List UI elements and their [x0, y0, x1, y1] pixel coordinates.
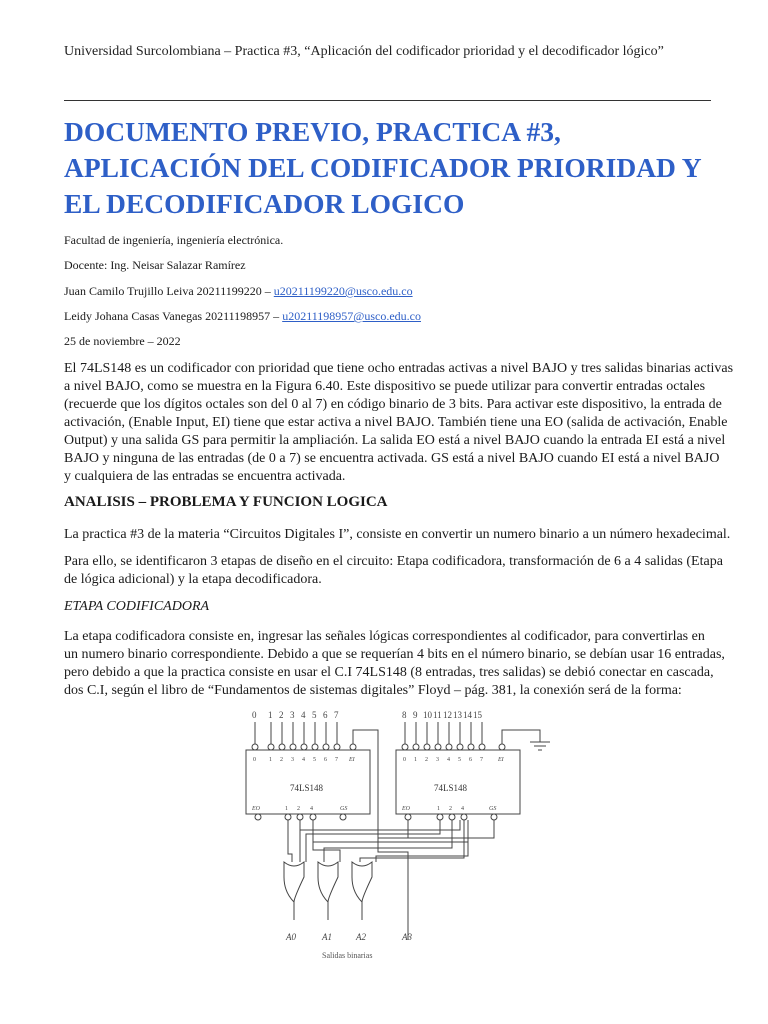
input-label: 4: [301, 710, 306, 720]
section-heading: ANALISIS – PROBLEMA Y FUNCION LOGICA: [64, 494, 388, 510]
pin-label: 2: [297, 806, 300, 812]
pin-label: 1: [437, 806, 440, 812]
pin-label: 4: [461, 806, 464, 812]
or-gate: [284, 862, 304, 902]
text-line: de lógica adicional) y la etapa decodificadora.: [64, 572, 322, 587]
input-label: 9: [413, 710, 418, 720]
pin-label: 6: [324, 757, 327, 763]
text-line: activación, (Enable Input, EI) tiene que estar activa a nivel BAJO. También tiene una EO (salida de activación, Enable: [64, 415, 728, 430]
input-label: 3: [290, 710, 295, 720]
input-label: 14: [463, 710, 472, 720]
author-name: Juan Camilo Trujillo Leiva 20211199220 –: [64, 284, 274, 298]
text-line: La etapa codificadora consiste en, ingresar las señales lógicas correspondientes al codificador, para convertirlas en: [64, 629, 705, 644]
title-line: EL DECODIFICADOR LOGICO: [64, 188, 465, 219]
pin-label: 0: [253, 757, 256, 763]
pin-label: 3: [436, 757, 439, 763]
paragraph: [64, 526, 731, 544]
output-label: A0: [286, 932, 296, 942]
output-label: A1: [322, 932, 332, 942]
pin-label: 1: [414, 757, 417, 763]
text-line: dos C.I, según el libro de “Fundamentos de sistemas digitales” Floyd – pág. 381, la conexión será de la forma:: [64, 683, 682, 698]
text-line: un numero binario correspondiente. Debido a que se requerían 4 bits en el número binario, se debían usar 16 entradas,: [64, 647, 725, 662]
pin-label: 1: [285, 806, 288, 812]
text-line: a nivel BAJO, como se muestra en la Figura 6.40. Este dispositivo se puede utilizar para convertir entradas octales: [64, 379, 706, 394]
input-label: 13: [453, 710, 462, 720]
running-header: Universidad Surcolombiana – Practica #3, “Aplicación del codificador prioridad y el decodificador lógico”: [64, 44, 664, 59]
pin-label: 2: [280, 757, 283, 763]
input-label: 7: [334, 710, 339, 720]
text-line: pero debido a que la practica consiste en usar el C.I 74LS148 (8 entradas, tres salidas) se debió conectar en cascada,: [64, 665, 714, 680]
text-line: (recuerde que los dígitos octales son del 0 al 7) en código binario de 3 bits. Para activar este dispositivo, la entrada de: [64, 397, 722, 412]
pin-label: 2: [449, 806, 452, 812]
author-name: Leidy Johana Casas Vanegas 20211198957 –: [64, 309, 283, 323]
text-line: La practica #3 de la materia “Circuitos Digitales I”, consiste en convertir un numero binario a un número hexadecimal.: [64, 527, 731, 542]
pin-label: 5: [458, 757, 461, 763]
author-line: [64, 284, 413, 299]
pin-label: GS: [340, 806, 348, 812]
pin-label: 7: [480, 757, 483, 763]
pin-label: EI: [349, 757, 355, 763]
input-label: 15: [473, 710, 482, 720]
subsection-heading: ETAPA CODIFICADORA: [64, 599, 210, 614]
pin-label: 7: [335, 757, 338, 763]
or-gate: [352, 862, 372, 902]
header-rule: [64, 100, 711, 101]
output-label: A3: [402, 932, 412, 942]
or-gate: [318, 862, 338, 902]
input-label: 5: [312, 710, 317, 720]
input-label: 12: [443, 710, 452, 720]
input-label: 0: [252, 710, 257, 720]
text-line: y cualquiera de las entradas se encuentra activada.: [64, 469, 346, 484]
encoder-cascade-diagram: [228, 702, 556, 964]
chip-label: 74LS148: [434, 783, 468, 793]
date-line: 25 de noviembre – 2022: [64, 334, 181, 348]
input-label: 8: [402, 710, 407, 720]
paragraph: [64, 628, 725, 700]
pin-label: 1: [269, 757, 272, 763]
intro-paragraph: [64, 360, 734, 486]
input-label: 11: [433, 710, 442, 720]
input-label: 10: [423, 710, 432, 720]
teacher-line: Docente: Ing. Neisar Salazar Ramírez: [64, 258, 246, 272]
input-label: 1: [268, 710, 273, 720]
text-line: Output) y una salida GS para permitir la ampliación. La salida EO está a nivel BAJO cuando la entrada EI está a nivel: [64, 433, 726, 448]
author-email-link[interactable]: u20211199220@usco.edu.co: [273, 284, 413, 298]
input-label: 2: [279, 710, 284, 720]
input-label: 6: [323, 710, 328, 720]
title-line: APLICACIÓN DEL CODIFICADOR PRIORIDAD Y: [64, 152, 702, 183]
text-line: BAJO y ninguna de las entradas (de 0 a 7) se encuentra activada. GS está a nivel BAJO cuando EI está a nivel BAJO: [64, 451, 720, 466]
faculty-line: Facultad de ingeniería, ingeniería electrónica.: [64, 233, 284, 247]
pin-label: 2: [425, 757, 428, 763]
chip-label: 74LS148: [290, 783, 324, 793]
paragraph: [64, 553, 723, 589]
pin-label: EO: [402, 806, 410, 812]
figure-caption: Salidas binarias: [322, 951, 373, 960]
pin-label: 4: [447, 757, 450, 763]
output-label: A2: [356, 932, 366, 942]
text-line: El 74LS148 es un codificador con prioridad que tiene ocho entradas activas a nivel BAJO y tres salidas binarias activas: [64, 361, 734, 376]
pin-label: 5: [313, 757, 316, 763]
pin-label: 0: [403, 757, 406, 763]
pin-label: EO: [252, 806, 260, 812]
author-line: [64, 309, 421, 324]
text-line: Para ello, se identificaron 3 etapas de diseño en el circuito: Etapa codificadora, transformación de 6 a 4 salidas (Etapa: [64, 554, 723, 569]
title-line: DOCUMENTO PREVIO, PRACTICA #3,: [64, 116, 561, 147]
pin-label: 4: [310, 806, 313, 812]
author-email-link[interactable]: u20211198957@usco.edu.co: [282, 309, 421, 323]
pin-label: 6: [469, 757, 472, 763]
pin-label: 3: [291, 757, 294, 763]
pin-label: EI: [498, 757, 504, 763]
pin-label: 4: [302, 757, 305, 763]
document-title: [64, 114, 724, 222]
pin-label: GS: [489, 806, 497, 812]
